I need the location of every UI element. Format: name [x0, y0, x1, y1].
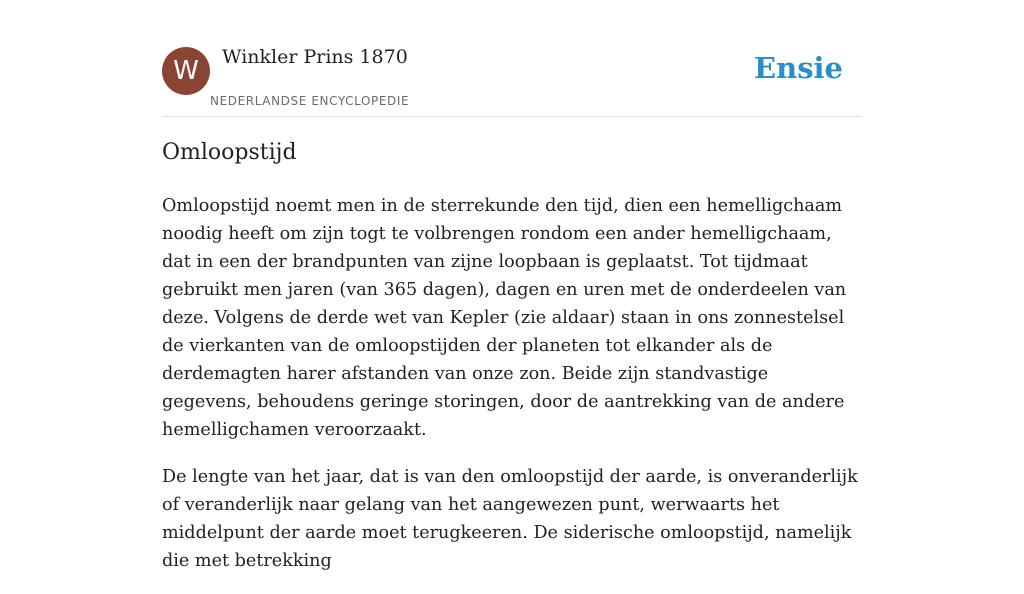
- page-container: [162, 0, 862, 571]
- page-title: Omloopstijd: [162, 140, 297, 165]
- ensie-logo-link[interactable]: Ensie: [754, 51, 843, 85]
- source-title[interactable]: Winkler Prins 1870: [222, 46, 408, 68]
- source-header: [162, 0, 862, 117]
- article-paragraph-2: De lengte van het jaar, dat is van den omloopstijd der aarde, is onveranderlijk of veranderlijk naar gelang van het aangewezen punt, werwaarts het middelpunt der aarde moet terugkeeren. De siderische omloopstijd, namelijk die met betrekking: [162, 467, 858, 571]
- article-body: [162, 192, 862, 594]
- article-paragraph-1: Omloopstijd noemt men in de sterrekunde den tijd, dien een hemelligchaam noodig heeft om zijn togt te volbrengen rondom een ander hemelligchaam, dat in een der brandpunten van zijne loopbaan is geplaatst. Tot tijdmaat gebruikt men jaren (van 365 dagen), dagen en uren met de onderdeelen van deze. Volgens de derde wet van Kepler (zie aldaar) staan in ons zonnestelsel de vierkanten van de omloopstijden der planeten tot elkander als de derdemagten harer afstanden van onze zon. Beide zijn standvastige gegevens, behoudens geringe storingen, door de aantrekking van de andere hemelligchamen veroorzaakt.: [162, 196, 847, 440]
- source-avatar[interactable]: W: [162, 47, 210, 95]
- source-subtitle: NEDERLANDSE ENCYCLOPEDIE: [210, 94, 410, 108]
